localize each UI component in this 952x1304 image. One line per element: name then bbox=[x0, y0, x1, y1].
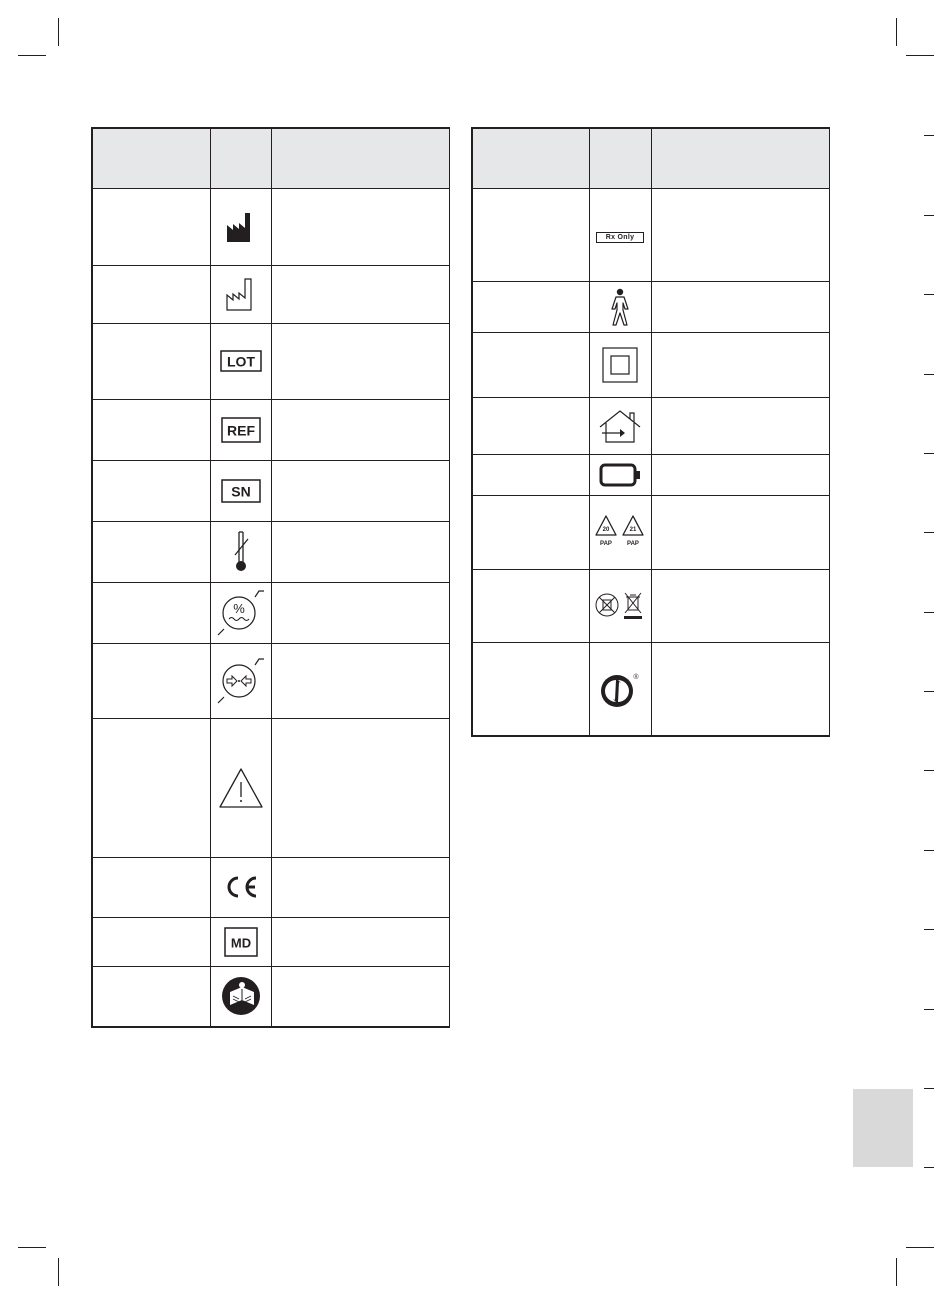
weee-disposal-icon bbox=[594, 591, 646, 621]
icon-cell bbox=[210, 643, 271, 718]
symbol-name bbox=[92, 323, 210, 399]
svg-text:REF: REF bbox=[226, 422, 255, 438]
lot-batch-code-icon bbox=[220, 350, 262, 372]
recycling-material-1: PAP bbox=[600, 541, 612, 547]
caution-warning-icon bbox=[218, 767, 264, 809]
battery-icon bbox=[599, 463, 641, 487]
symbol-description bbox=[271, 917, 449, 966]
symbol-description bbox=[271, 399, 449, 460]
crop-mark bbox=[18, 55, 46, 56]
section-tick bbox=[924, 532, 934, 533]
icon-cell bbox=[210, 966, 271, 1027]
icon-cell bbox=[210, 188, 271, 265]
symbol-description bbox=[271, 718, 449, 857]
section-tick bbox=[924, 770, 934, 771]
icon-cell bbox=[210, 718, 271, 857]
symbol-name bbox=[472, 397, 589, 454]
symbol-description bbox=[271, 643, 449, 718]
icon-cell bbox=[589, 569, 651, 642]
icon-cell bbox=[210, 323, 271, 399]
symbol-name bbox=[472, 188, 589, 281]
symbol-name bbox=[92, 917, 210, 966]
symbol-name bbox=[92, 857, 210, 917]
header-cell bbox=[92, 128, 210, 188]
icon-cell bbox=[589, 454, 651, 495]
icon-cell bbox=[589, 332, 651, 397]
section-tick bbox=[924, 374, 934, 375]
green-dot-icon bbox=[599, 669, 641, 709]
table-row bbox=[472, 495, 829, 569]
table-row bbox=[92, 643, 449, 718]
icon-cell bbox=[589, 281, 651, 332]
table-row bbox=[92, 857, 449, 917]
svg-text:MD: MD bbox=[230, 935, 251, 950]
table-row bbox=[92, 460, 449, 521]
language-thumb-tab bbox=[853, 1089, 913, 1167]
table-row bbox=[472, 454, 829, 495]
medical-device-icon bbox=[224, 927, 258, 957]
symbol-description bbox=[271, 966, 449, 1027]
symbol-name bbox=[92, 643, 210, 718]
symbol-description bbox=[271, 521, 449, 582]
symbol-name bbox=[472, 569, 589, 642]
icon-cell bbox=[210, 582, 271, 643]
ce-mark-icon bbox=[223, 875, 259, 899]
recycling-code-2: 21 bbox=[629, 527, 637, 533]
symbol-description bbox=[271, 857, 449, 917]
recycling-material-2: PAP bbox=[627, 541, 639, 547]
icon-cell bbox=[589, 495, 651, 569]
symbol-description bbox=[271, 582, 449, 643]
table-row bbox=[92, 399, 449, 460]
header-cell bbox=[472, 128, 589, 188]
atmospheric-pressure-limitation-icon bbox=[217, 656, 265, 706]
symbol-name bbox=[472, 642, 589, 736]
header-cell bbox=[210, 128, 271, 188]
temperature-limit-icon bbox=[230, 529, 252, 575]
crop-mark bbox=[896, 1258, 897, 1286]
symbol-description bbox=[651, 495, 829, 569]
section-tick bbox=[924, 1009, 934, 1010]
section-tick bbox=[924, 929, 934, 930]
icon-cell bbox=[210, 917, 271, 966]
svg-text:LOT: LOT bbox=[226, 353, 255, 370]
symbol-name bbox=[92, 265, 210, 323]
symbol-description bbox=[651, 188, 829, 281]
svg-text:SN: SN bbox=[230, 483, 251, 499]
crop-mark bbox=[58, 1258, 59, 1286]
symbol-description bbox=[271, 188, 449, 265]
section-tick bbox=[924, 294, 934, 295]
symbol-description bbox=[651, 281, 829, 332]
crop-mark bbox=[58, 18, 59, 46]
symbol-description bbox=[271, 265, 449, 323]
table-row bbox=[92, 917, 449, 966]
section-tick bbox=[924, 1167, 934, 1168]
symbol-name bbox=[92, 399, 210, 460]
recycling-pap-icon bbox=[593, 513, 647, 551]
symbol-name bbox=[92, 188, 210, 265]
symbol-name bbox=[92, 718, 210, 857]
section-tick bbox=[924, 850, 934, 851]
humidity-limitation-icon bbox=[217, 588, 265, 638]
table-row bbox=[92, 718, 449, 857]
indoor-use-only-icon bbox=[598, 409, 642, 443]
crop-mark bbox=[18, 1247, 46, 1248]
table-row bbox=[472, 332, 829, 397]
icon-cell bbox=[210, 399, 271, 460]
table-row bbox=[92, 265, 449, 323]
symbol-description bbox=[651, 569, 829, 642]
follow-instructions-for-use-icon bbox=[221, 976, 261, 1016]
icon-cell bbox=[210, 265, 271, 323]
crop-mark bbox=[906, 1247, 934, 1248]
serial-number-icon bbox=[221, 479, 261, 503]
section-tick bbox=[924, 453, 934, 454]
symbol-description bbox=[651, 642, 829, 736]
date-of-manufacture-icon bbox=[225, 277, 257, 311]
section-tick bbox=[924, 691, 934, 692]
symbols-table-right bbox=[471, 127, 830, 737]
header-cell bbox=[589, 128, 651, 188]
symbol-description bbox=[651, 332, 829, 397]
table-row bbox=[472, 569, 829, 642]
recycling-code-1: 20 bbox=[602, 527, 610, 533]
icon-cell bbox=[589, 642, 651, 736]
table-row bbox=[472, 188, 829, 281]
icon-cell bbox=[210, 460, 271, 521]
table-row bbox=[472, 281, 829, 332]
table-row bbox=[472, 642, 829, 736]
svg-text:%: % bbox=[232, 600, 245, 616]
symbol-name bbox=[92, 521, 210, 582]
symbol-name bbox=[472, 495, 589, 569]
class-ii-equipment-icon bbox=[602, 347, 638, 383]
crop-mark bbox=[906, 55, 934, 56]
symbol-name bbox=[472, 454, 589, 495]
crop-mark bbox=[896, 18, 897, 46]
icon-cell bbox=[210, 521, 271, 582]
symbol-description bbox=[271, 323, 449, 399]
symbol-description bbox=[651, 397, 829, 454]
manufacturer-icon bbox=[226, 211, 256, 243]
symbol-description bbox=[271, 460, 449, 521]
header-cell bbox=[651, 128, 829, 188]
symbol-name bbox=[92, 582, 210, 643]
header-cell bbox=[271, 128, 449, 188]
section-tick bbox=[924, 135, 934, 136]
symbols-table-left bbox=[91, 127, 450, 1028]
table-row bbox=[92, 323, 449, 399]
table-row bbox=[92, 521, 449, 582]
symbol-name bbox=[472, 332, 589, 397]
icon-cell bbox=[589, 397, 651, 454]
table-row bbox=[92, 966, 449, 1027]
symbol-description bbox=[651, 454, 829, 495]
table-row bbox=[472, 397, 829, 454]
type-bf-applied-part-icon bbox=[609, 288, 631, 326]
section-tick bbox=[924, 215, 934, 216]
table-row bbox=[92, 188, 449, 265]
table-row bbox=[92, 582, 449, 643]
section-tick bbox=[924, 1088, 934, 1089]
table-header bbox=[472, 128, 829, 188]
section-tick bbox=[924, 612, 934, 613]
symbol-name bbox=[472, 281, 589, 332]
rx-only-icon: Rx Only bbox=[596, 232, 645, 243]
icon-cell bbox=[210, 857, 271, 917]
symbol-name bbox=[92, 966, 210, 1027]
svg-text:®: ® bbox=[633, 673, 639, 681]
symbol-name bbox=[92, 460, 210, 521]
table-header bbox=[92, 128, 449, 188]
icon-cell bbox=[589, 188, 651, 281]
ref-catalogue-number-icon bbox=[221, 417, 261, 443]
